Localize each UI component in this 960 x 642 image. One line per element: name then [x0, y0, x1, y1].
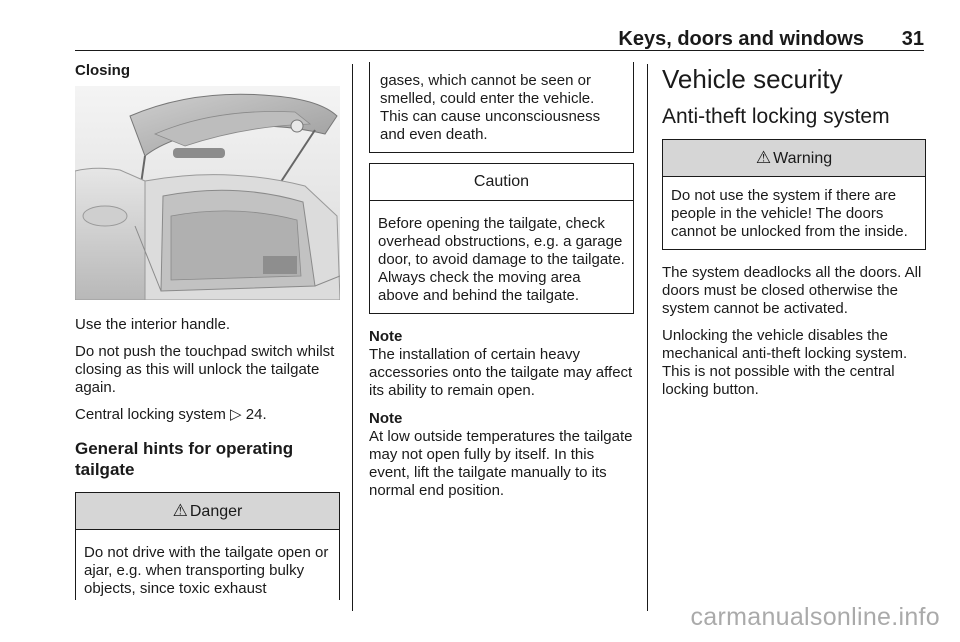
danger-box-header	[76, 493, 339, 530]
tailgate-illustration	[75, 86, 340, 300]
column-2	[369, 62, 634, 510]
page-number: 31	[901, 28, 924, 50]
note-2-label: Note	[369, 410, 403, 427]
warning-triangle-icon: ⚠	[172, 501, 188, 520]
note-2-text: At low outside temperatures the tailgate may not open fully by itself. In this event, lift the tailgate manually to its normal end position.	[369, 428, 633, 499]
closing-heading: Closing	[75, 62, 130, 79]
danger-box-continued	[369, 62, 634, 153]
caution-box	[369, 163, 634, 314]
vehicle-security-heading: Vehicle security	[662, 64, 843, 94]
danger-box	[75, 492, 340, 600]
paragraph-deadlocks: The system deadlocks all the doors. All doors must be closed otherwise the system cannot be activated.	[662, 264, 922, 317]
watermark: carmanualsonline.info	[690, 603, 940, 631]
anti-theft-heading: Anti-theft locking system	[662, 105, 890, 128]
header-title: Keys, doors and windows	[618, 28, 864, 50]
caution-box-body: Before opening the tailgate, check overhead obstructions, e.g. a garage door, to avoid damage to the tailgate. Always check the moving area above and behind the tailgate.	[378, 215, 625, 304]
paragraph-touchpad: Do not push the touchpad switch whilst closing as this will unlock the tailgate again.	[75, 343, 335, 396]
header-rule	[75, 50, 924, 51]
column-divider-2	[647, 64, 648, 611]
tailgate-photo	[75, 86, 340, 300]
paragraph-central-locking-ref: Central locking system ▷ 24.	[75, 406, 267, 423]
danger-box-continued-text: gases, which cannot be seen or smelled, could enter the vehicle. This can cause unconsciousness and even death.	[380, 72, 601, 143]
note-2	[369, 410, 634, 500]
column-3	[662, 62, 926, 408]
warning-box-body: Do not use the system if there are people in the vehicle! The doors cannot be unlocked from the inside.	[671, 187, 908, 240]
warning-triangle-icon: ⚠	[755, 148, 772, 167]
danger-title: Danger	[189, 503, 243, 520]
warning-box	[662, 139, 926, 250]
note-1-label: Note	[369, 328, 403, 345]
caution-box-header: Caution	[370, 164, 633, 201]
danger-box-body: Do not drive with the tailgate open or ajar, e.g. when transporting bulky objects, since toxic exhaust	[84, 544, 329, 597]
warning-title: Warning	[773, 150, 833, 167]
notes	[369, 328, 634, 500]
column-divider-1	[352, 64, 353, 611]
page-header	[75, 28, 924, 52]
note-1	[369, 328, 634, 400]
general-hints-heading: General hints for operating tailgate	[75, 439, 294, 479]
paragraph-interior-handle: Use the interior handle.	[75, 316, 231, 333]
column-1	[75, 62, 340, 600]
warning-box-header	[663, 140, 925, 177]
note-1-text: The installation of certain heavy accessories onto the tailgate may affect its ability to remain open.	[369, 346, 633, 399]
paragraph-unlocking: Unlocking the vehicle disables the mechanical anti-theft locking system. This is not possible with the central locking button.	[662, 327, 908, 398]
